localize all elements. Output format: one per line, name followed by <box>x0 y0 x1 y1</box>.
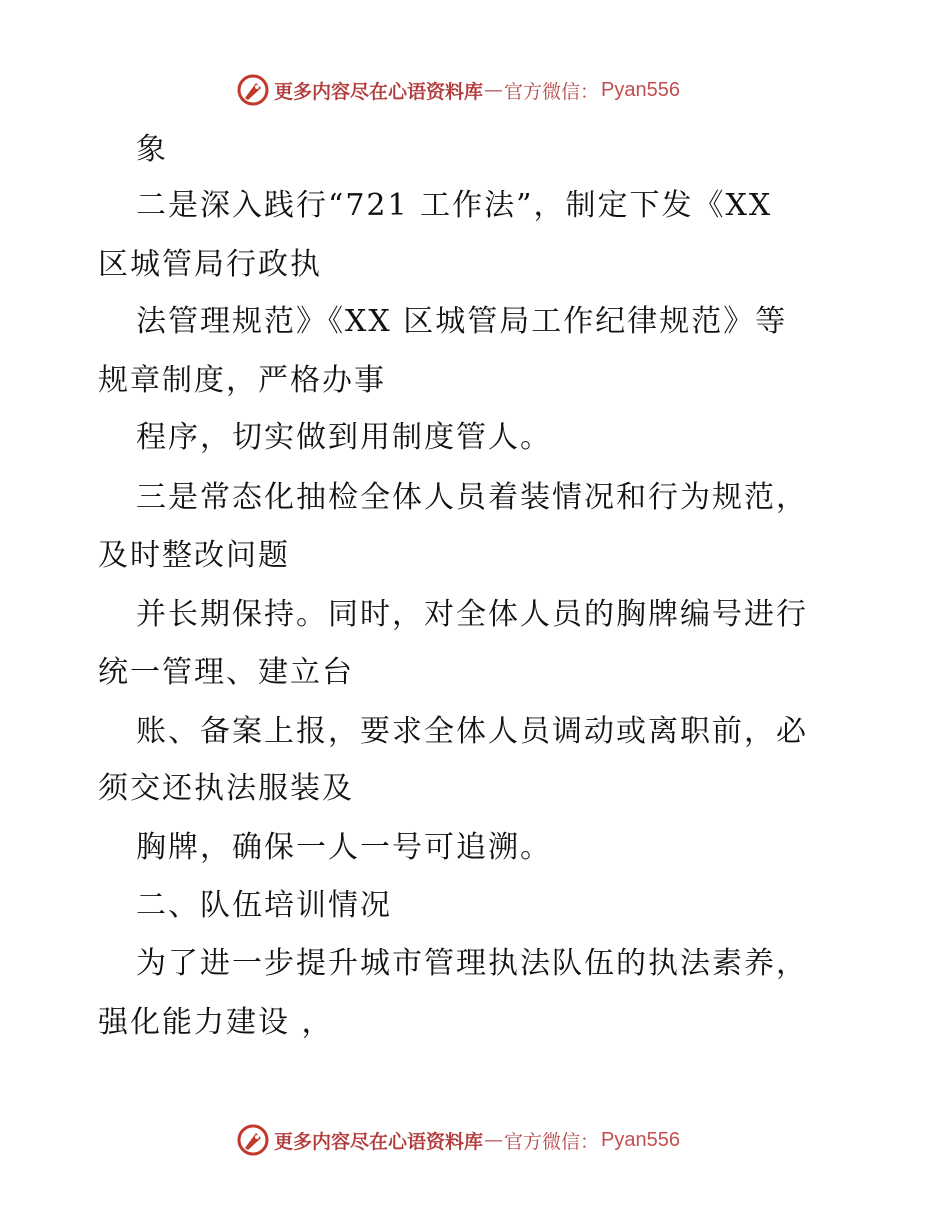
text-line: 及时整改问题 <box>98 538 290 573</box>
text-line: 规章制度，严格办事 <box>98 363 386 398</box>
text-line: 法管理规范》《XX 区城管局工作纪律规范》等 <box>136 304 788 339</box>
pen-nib-logo-icon <box>236 1123 270 1157</box>
text-line: 象 <box>136 132 168 167</box>
watermark-text: 更多内容尽在心语资料库 <box>274 80 484 103</box>
watermark-dash: — <box>484 79 504 101</box>
watermark-dash: — <box>484 1129 504 1151</box>
text-line: 胸牌，确保一人一号可追溯。 <box>136 830 552 865</box>
text-line: 强化能力建设 ， <box>98 1005 334 1040</box>
text-line: 二是深入践行“721 工作法”，制定下发《XX <box>136 188 773 223</box>
text-line: 为了进一步提升城市管理执法队伍的执法素养， <box>136 946 808 981</box>
text-line: 账、备案上报，要求全体人员调动或离职前，必 <box>136 714 808 749</box>
watermark-wechat-label: 官方微信： <box>504 80 600 103</box>
text-line: 须交还执法服装及 <box>98 771 354 806</box>
watermark-wechat-label: 官方微信： <box>504 1130 600 1153</box>
text-line: 统一管理、建立台 <box>98 655 354 690</box>
watermark-footer <box>236 1122 680 1158</box>
text-line: 并长期保持。同时，对全体人员的胸牌编号进行 <box>136 597 808 632</box>
watermark-header <box>236 72 680 108</box>
text-line: 区城管局行政执 <box>98 247 322 282</box>
watermark-wechat-id: Pyan556 <box>601 78 680 101</box>
text-line: 程序，切实做到用制度管人。 <box>136 420 552 455</box>
pen-nib-logo-icon <box>236 73 270 107</box>
watermark-wechat-id: Pyan556 <box>601 1128 680 1151</box>
watermark-text: 更多内容尽在心语资料库 <box>274 1130 484 1153</box>
text-line: 三是常态化抽检全体人员着装情况和行为规范， <box>136 480 808 515</box>
section-heading: 二、队伍培训情况 <box>136 888 392 923</box>
